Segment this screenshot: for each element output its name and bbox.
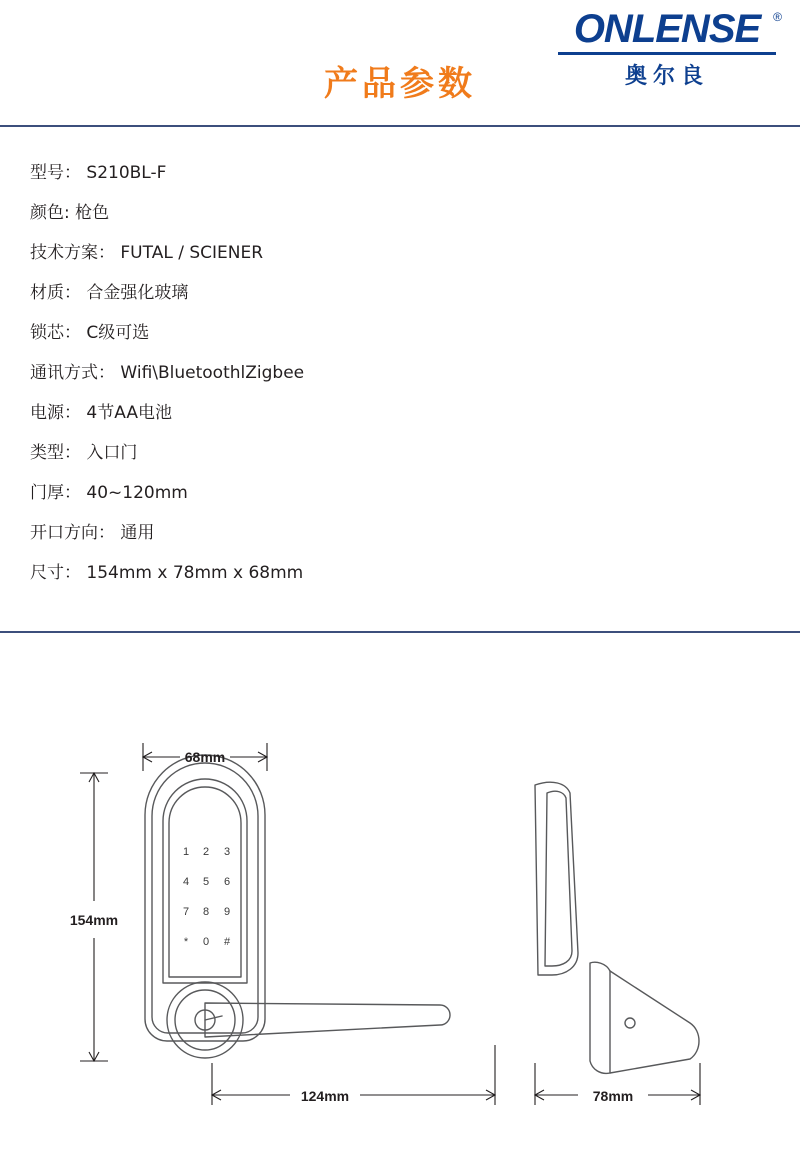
spec-row: [30, 433, 800, 473]
keypad-key-6: 6: [223, 876, 231, 888]
keypad-key-star: *: [183, 936, 189, 948]
dim-label-front-width: 68mm: [184, 749, 226, 765]
page-header: [0, 0, 800, 125]
spec-label: 技术方案：: [30, 243, 115, 263]
keypad-key-1: 1: [182, 846, 190, 858]
spec-label: 电源：: [30, 403, 81, 423]
keypad-key-hash: #: [223, 936, 231, 948]
spec-value: 通用: [120, 523, 155, 543]
spec-row: [30, 353, 800, 393]
spec-label: 尺寸：: [30, 563, 81, 583]
spec-row: [30, 513, 800, 553]
keypad-key-8: 8: [202, 906, 210, 918]
spec-value: FUTAL / SCIENER: [120, 243, 264, 263]
side-handle-outline: [590, 962, 699, 1073]
spec-row: [30, 393, 800, 433]
side-handle-screw: [625, 1018, 635, 1028]
keypad-key-0: 0: [202, 936, 210, 948]
spec-value: C级可选: [86, 323, 150, 343]
keypad-key-4: 4: [182, 876, 190, 888]
brand-name: ONLENSE: [573, 7, 761, 51]
dim-label-handle-length: 124mm: [300, 1088, 350, 1104]
spec-row: [30, 153, 800, 193]
spec-row: [30, 473, 800, 513]
spec-row: [30, 193, 800, 233]
keypad-key-9: 9: [223, 906, 231, 918]
spec-list: [0, 127, 800, 615]
product-technical-drawing: [0, 633, 800, 1113]
keyhole-slot: [205, 1016, 222, 1020]
spec-row: [30, 273, 800, 313]
spec-label: 类型：: [30, 443, 81, 463]
spec-value: 154mm x 78mm x 68mm: [86, 563, 304, 583]
front-body-inner-outline: [152, 763, 258, 1033]
drawing-svg: [0, 633, 800, 1113]
spec-value: 4节AA电池: [86, 403, 172, 423]
spec-value: Wifi\BluetoothlZigbee: [120, 363, 305, 383]
spec-value: 合金强化玻璃: [86, 283, 189, 303]
side-body-inner-outline: [545, 791, 572, 966]
keypad-key-3: 3: [223, 846, 231, 858]
brand-logo: [552, 8, 782, 90]
spec-row: [30, 233, 800, 273]
registered-trademark-icon: ®: [773, 10, 782, 24]
spec-value: 入口门: [86, 443, 138, 463]
spec-value: 枪色: [75, 203, 110, 223]
spec-value: S210BL-F: [86, 163, 167, 183]
spec-label: 颜色:: [30, 203, 70, 223]
spec-row: [30, 313, 800, 353]
dim-label-front-height: 154mm: [69, 912, 119, 928]
spec-label: 锁芯：: [30, 323, 81, 343]
spec-label: 型号：: [30, 163, 81, 183]
spec-label: 开口方向：: [30, 523, 115, 543]
dim-label-side-depth: 78mm: [592, 1088, 634, 1104]
keypad-key-7: 7: [182, 906, 190, 918]
spec-label: 门厚：: [30, 483, 81, 503]
brand-divider: [558, 52, 776, 55]
spec-value: 40~120mm: [86, 483, 188, 503]
page-title: 产品参数: [324, 64, 476, 104]
brand-name-cn: 奥尔良: [624, 64, 709, 89]
spec-label: 材质：: [30, 283, 81, 303]
spec-row: [30, 553, 800, 593]
keypad-key-2: 2: [202, 846, 210, 858]
spacer: [0, 615, 800, 631]
keypad-key-5: 5: [202, 876, 210, 888]
spec-label: 通讯方式：: [30, 363, 115, 383]
